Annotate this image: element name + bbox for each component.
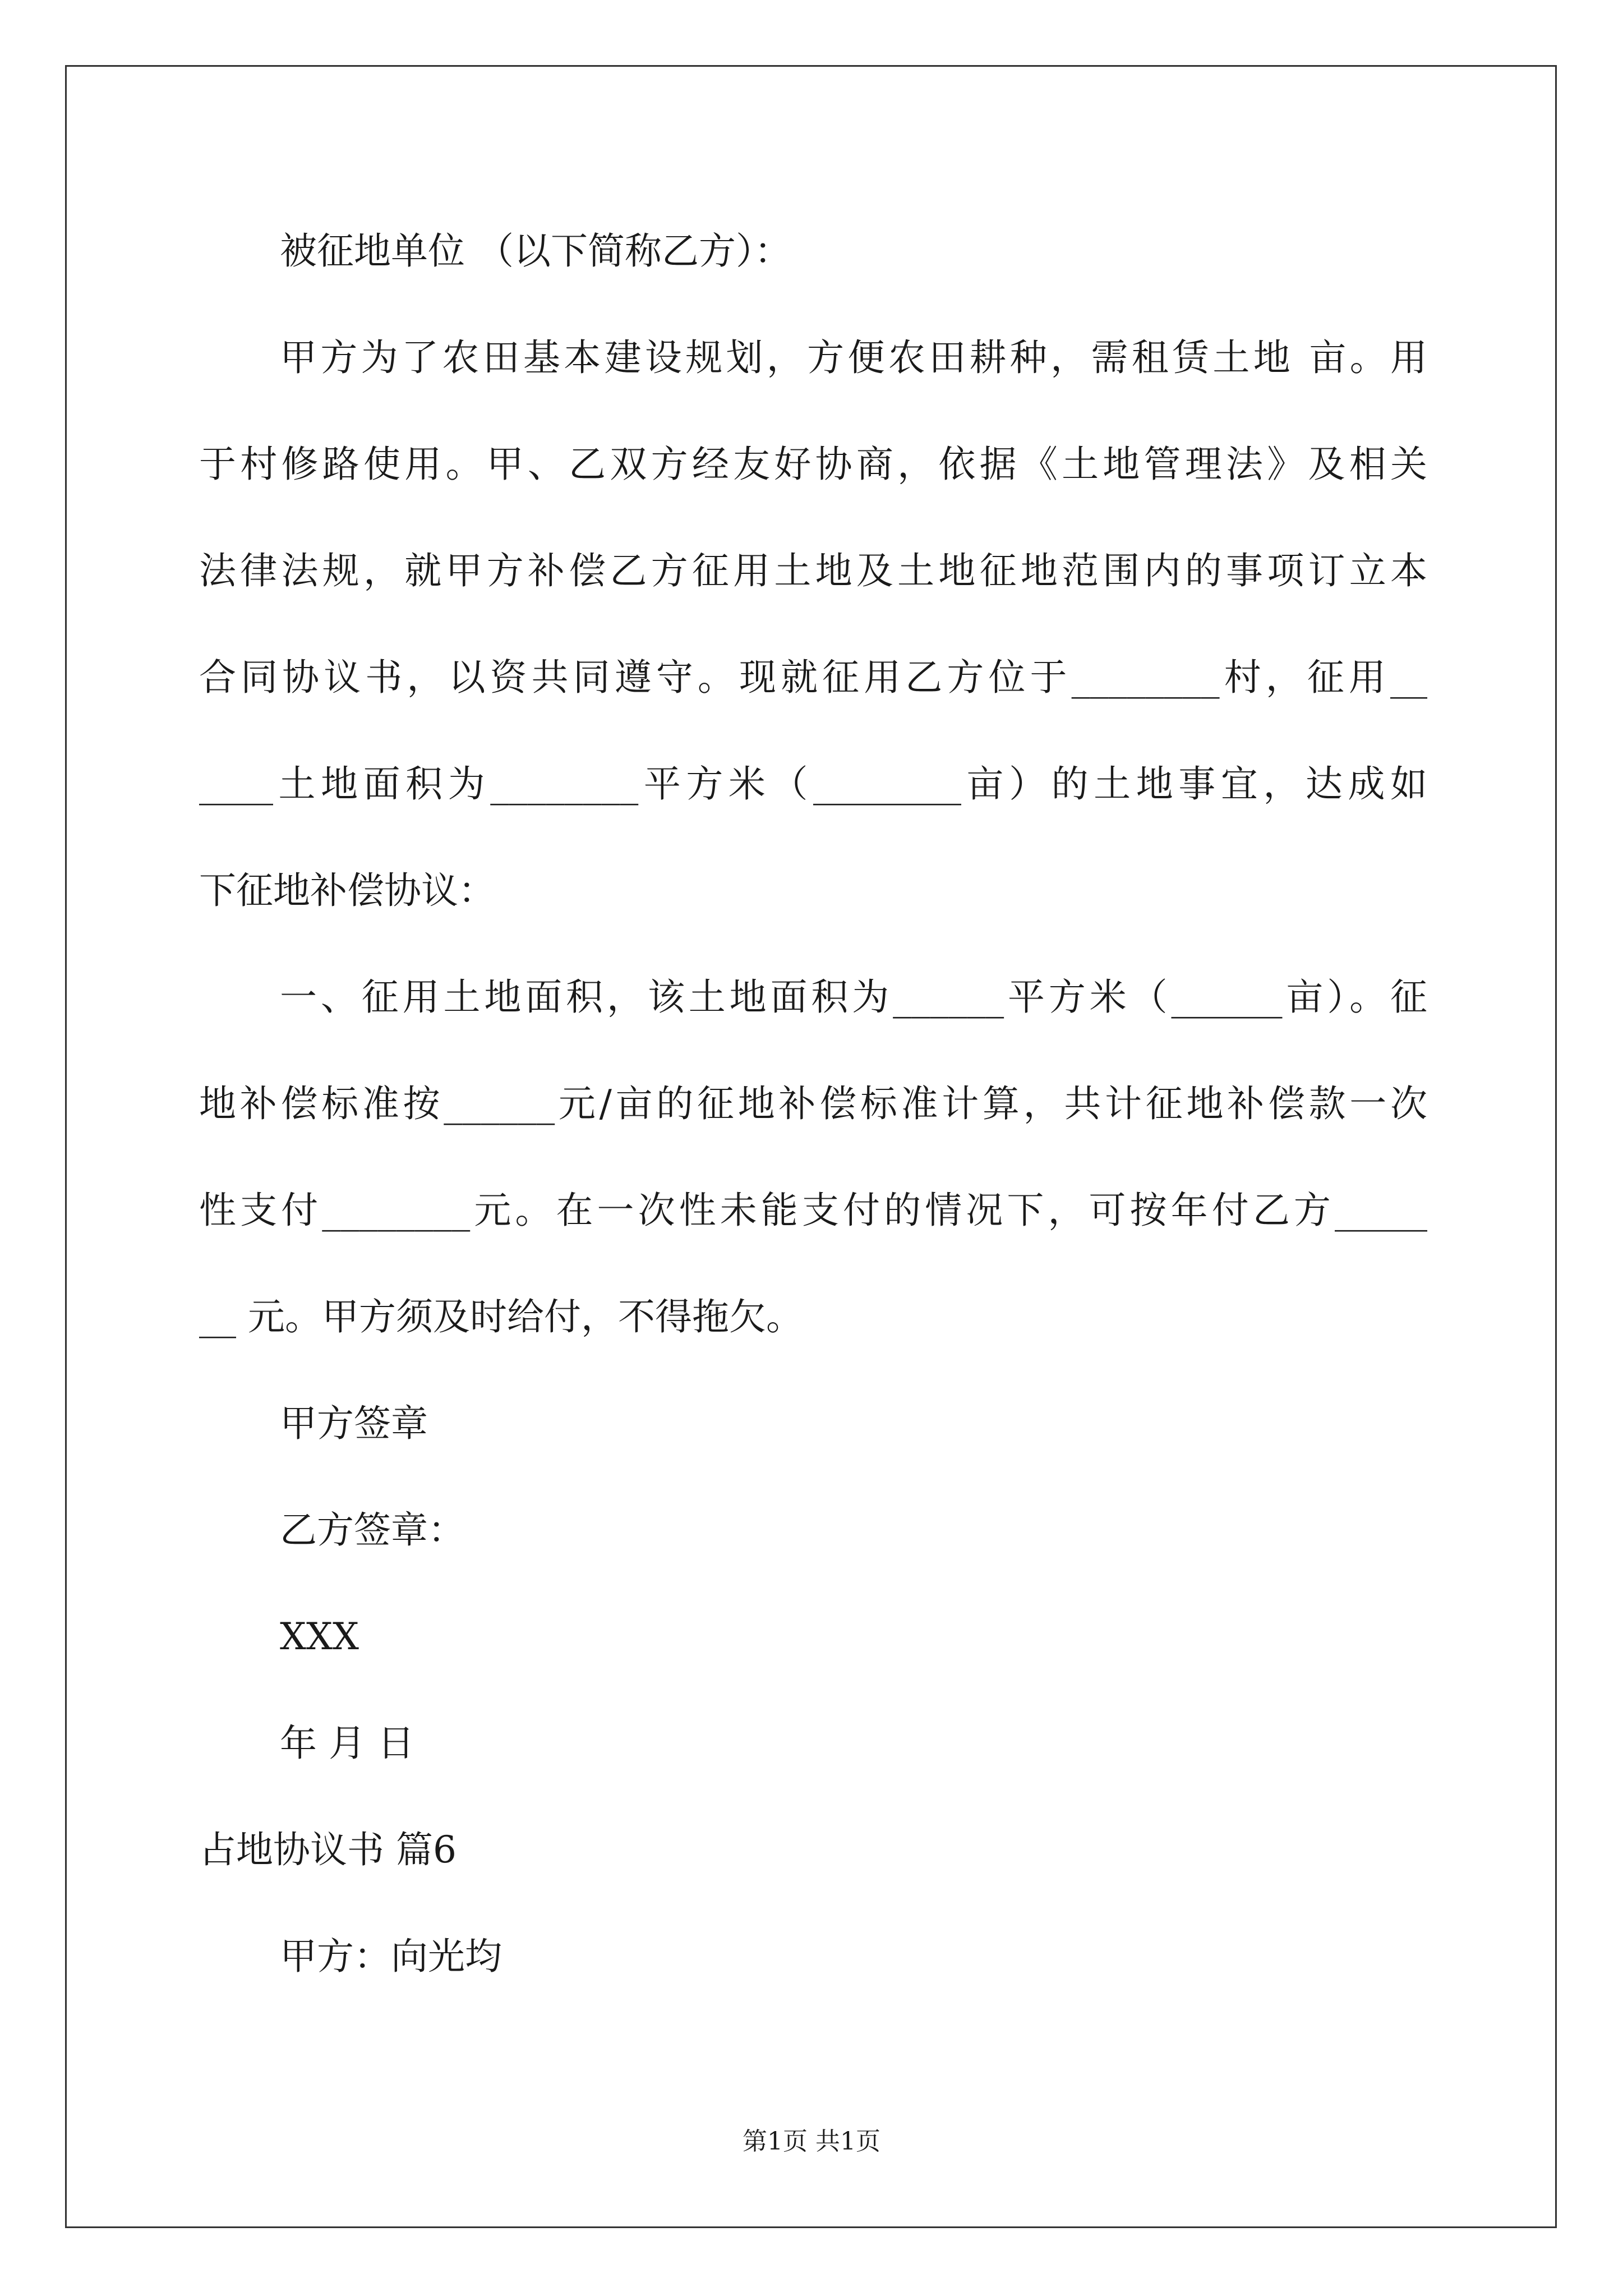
party-a-line: 甲方：向光均 bbox=[280, 1935, 502, 1978]
text-line: 一、征用土地面积，该土地面积为______平方米（______亩）。征 bbox=[280, 976, 1427, 1019]
signer-placeholder: XXX bbox=[280, 1615, 359, 1658]
section-heading: 占地协议书 篇6 bbox=[199, 1828, 457, 1871]
text-line: __ 元。甲方须及时给付，不得拖欠。 bbox=[199, 1295, 803, 1338]
text-line: 下征地补偿协议： bbox=[199, 869, 495, 912]
date-line: 年 月 日 bbox=[280, 1722, 414, 1765]
page-footer: 第1页 共1页 bbox=[743, 2127, 880, 2156]
text-line: 甲方为了农田基本建设规划，方便农田耕种，需租赁土地 亩。用 bbox=[280, 336, 1427, 379]
text-line: ____土地面积为________平方米（________亩）的土地事宜，达成如 bbox=[199, 762, 1427, 806]
party-b-signature-label: 乙方签章： bbox=[280, 1508, 465, 1552]
text-line: 地补偿标准按______元/亩的征地补偿标准计算，共计征地补偿款一次 bbox=[199, 1082, 1427, 1125]
text-line: 法律法规，就甲方补偿乙方征用土地及土地征地范围内的事项订立本 bbox=[199, 549, 1427, 592]
party-a-signature-label: 甲方签章 bbox=[280, 1402, 428, 1445]
page-border bbox=[65, 65, 1557, 2228]
text-line: 性支付________元。在一次性未能支付的情况下，可按年付乙方_____ bbox=[199, 1189, 1427, 1232]
text-line: 合同协议书，以资共同遵守。现就征用乙方位于________村，征用__ bbox=[199, 656, 1427, 699]
text-line: 被征地单位 （以下简称乙方）： bbox=[280, 229, 791, 273]
text-line: 于村修路使用。甲、乙双方经友好协商，依据《土地管理法》及相关 bbox=[199, 443, 1427, 486]
